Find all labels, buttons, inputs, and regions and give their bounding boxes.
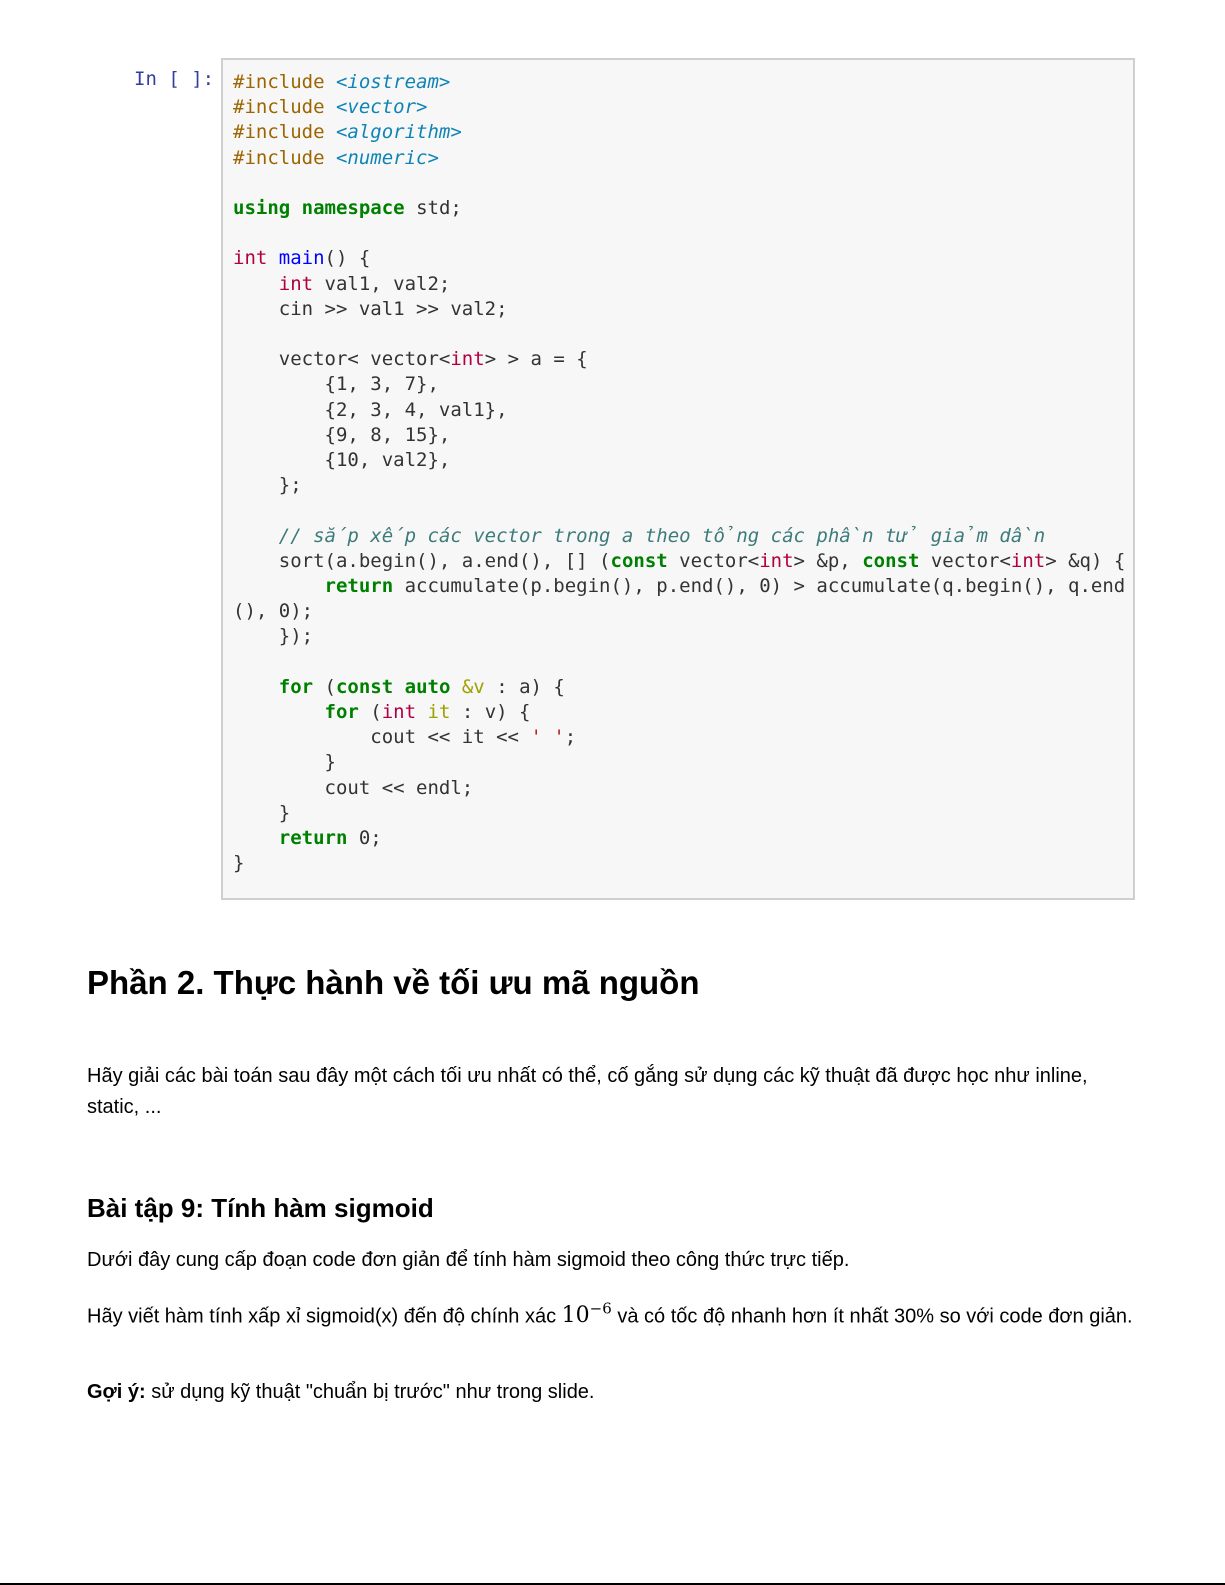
exercise-description: Dưới đây cung cấp đoạn code đơn giản để tính hàm sigmoid theo công thức trực tiếp. — [87, 1249, 850, 1271]
cell-prompt: In [ ]: — [134, 68, 215, 90]
section-title: Phần 2. Thực hành về tối ưu mã nguồn — [87, 964, 700, 1001]
exercise-title: Bài tập 9: Tính hàm sigmoid — [87, 1193, 434, 1223]
hint-label: Gợi ý: — [87, 1381, 146, 1403]
exercise-task: Hãy viết hàm tính xấp xỉ sigmoid(x) đến độ chính xác $10^{-6}$ và có tốc độ nhanh hơn ít nhất 30% so với code đơn giản. — [87, 1300, 1133, 1329]
exercise-hint: Gợi ý: sử dụng kỹ thuật "chuẩn bị trước" như trong slide. — [87, 1381, 595, 1403]
code-content: #include <iostream> #include <vector> #include <algorithm> #include <numeric> using namespace std; int main() { int val1, val2; cin >> val1 >> val2; vector< vector<int> > a = { {1, 3, 7}, {2, 3, 4, val1}, {9, 8, 15}, {10, val2}, }; // sắp xếp các vector trong a theo tổng các phần tử giảm dần sort(a.begin(), a.end(), [] (const vector<int> &p, const vector<int> &q) { return accumulate(p.begin(), p.end(), 0) > accumulate(q.begin(), q.end (), 0); }); for (const auto &v : a) { for (int it : v) { cout << it << ' '; } cout << endl; } return 0; } — [233, 71, 1126, 875]
precision-math: $10^{-6}$ — [561, 1300, 612, 1329]
section-intro: Hãy giải các bài toán sau đây một cách tối ưu nhất có thể, cố gắng sử dụng các kỹ thuật đã được học như inline, static, ... — [87, 1065, 1088, 1118]
code-editor[interactable] — [221, 58, 1135, 900]
